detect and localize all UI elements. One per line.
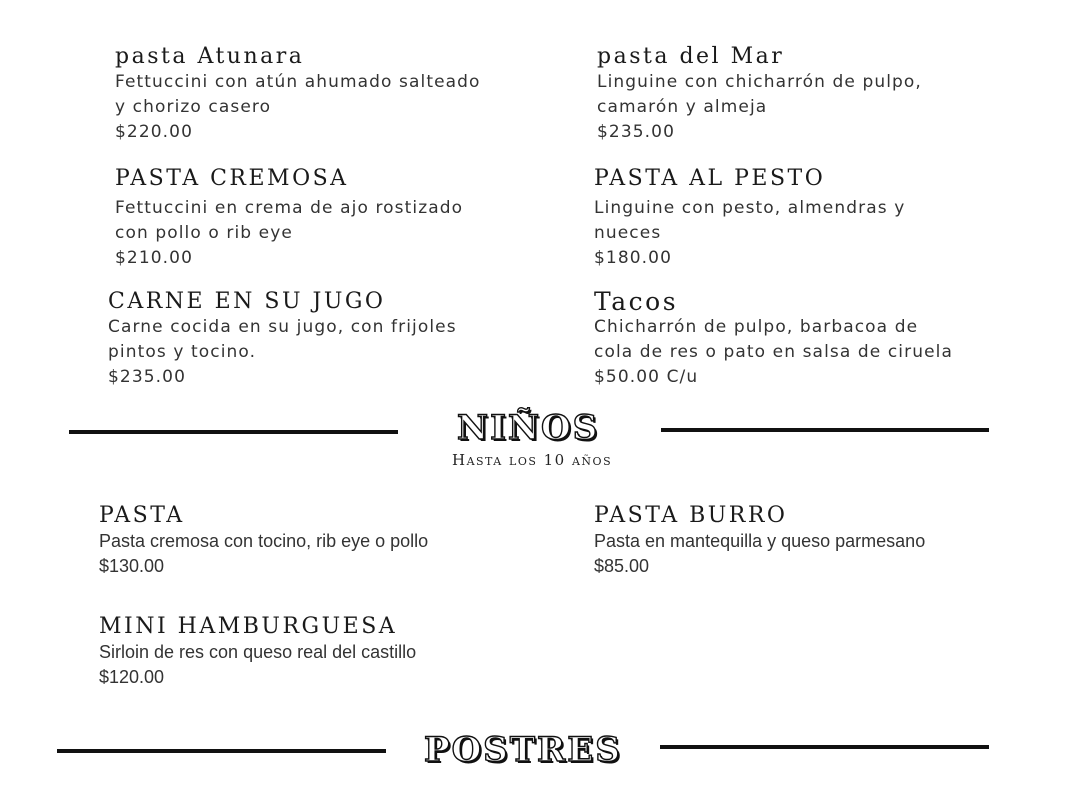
item-price: $220.00 (115, 122, 193, 142)
item-price: $120.00 (99, 667, 165, 687)
menu-item-pasta-atunara (115, 44, 535, 145)
item-title: PASTA CREMOSA (115, 166, 349, 191)
menu-item-tacos (594, 289, 1034, 390)
section-divider-right (661, 428, 989, 432)
kids-item-pasta (99, 503, 559, 579)
section-divider-left (57, 749, 386, 753)
item-title: pasta del Mar (597, 44, 785, 69)
item-title: PASTA (99, 503, 185, 528)
item-description: Linguine con pesto, almendras y nueces (594, 198, 906, 243)
item-description: Fettuccini en crema de ajo rostizado con pollo o rib eye (115, 198, 464, 243)
item-title: pasta Atunara (115, 44, 305, 69)
item-title: Tacos (594, 287, 679, 316)
menu-item-pasta-al-pesto (594, 166, 1014, 271)
item-description: Pasta cremosa con tocino, rib eye o pollo (99, 531, 429, 551)
menu-item-pasta-cremosa (115, 166, 535, 271)
section-divider-right (660, 745, 989, 749)
section-subtitle-ninos: Hasta los 10 años (452, 451, 613, 469)
item-price: $235.00 (597, 122, 675, 142)
kids-item-pasta-burro (594, 503, 1034, 579)
item-description: Carne cocida en su jugo, con frijoles pintos y tocino. (108, 317, 457, 362)
section-divider-left (69, 430, 398, 434)
item-title: MINI HAMBURGUESA (99, 614, 398, 639)
item-description: Pasta en mantequilla y queso parmesano (594, 531, 926, 551)
item-description: Sirloin de res con queso real del castillo (99, 642, 417, 662)
section-title-ninos: NIÑOS (457, 408, 600, 448)
item-price: $85.00 (594, 556, 650, 576)
item-description: Chicharrón de pulpo, barbacoa de cola de res o pato en salsa de ciruela (594, 317, 953, 362)
section-title-postres: POSTRES (424, 730, 622, 770)
item-price: $180.00 (594, 248, 672, 268)
item-title: PASTA BURRO (594, 503, 788, 528)
item-price: $130.00 (99, 556, 165, 576)
menu-item-pasta-del-mar (597, 44, 1017, 145)
kids-item-mini-hamburguesa (99, 614, 559, 690)
item-title: CARNE EN SU JUGO (108, 289, 386, 314)
menu-item-carne-en-su-jugo (108, 289, 538, 390)
item-price: $235.00 (108, 367, 186, 387)
item-description: Fettuccini con atún ahumado salteado y chorizo casero (115, 72, 481, 117)
item-price: $210.00 (115, 248, 193, 268)
item-description: Linguine con chicharrón de pulpo, camarón y almeja (597, 72, 922, 117)
item-price: $50.00 C/u (594, 367, 699, 387)
item-title: PASTA AL PESTO (594, 166, 826, 191)
